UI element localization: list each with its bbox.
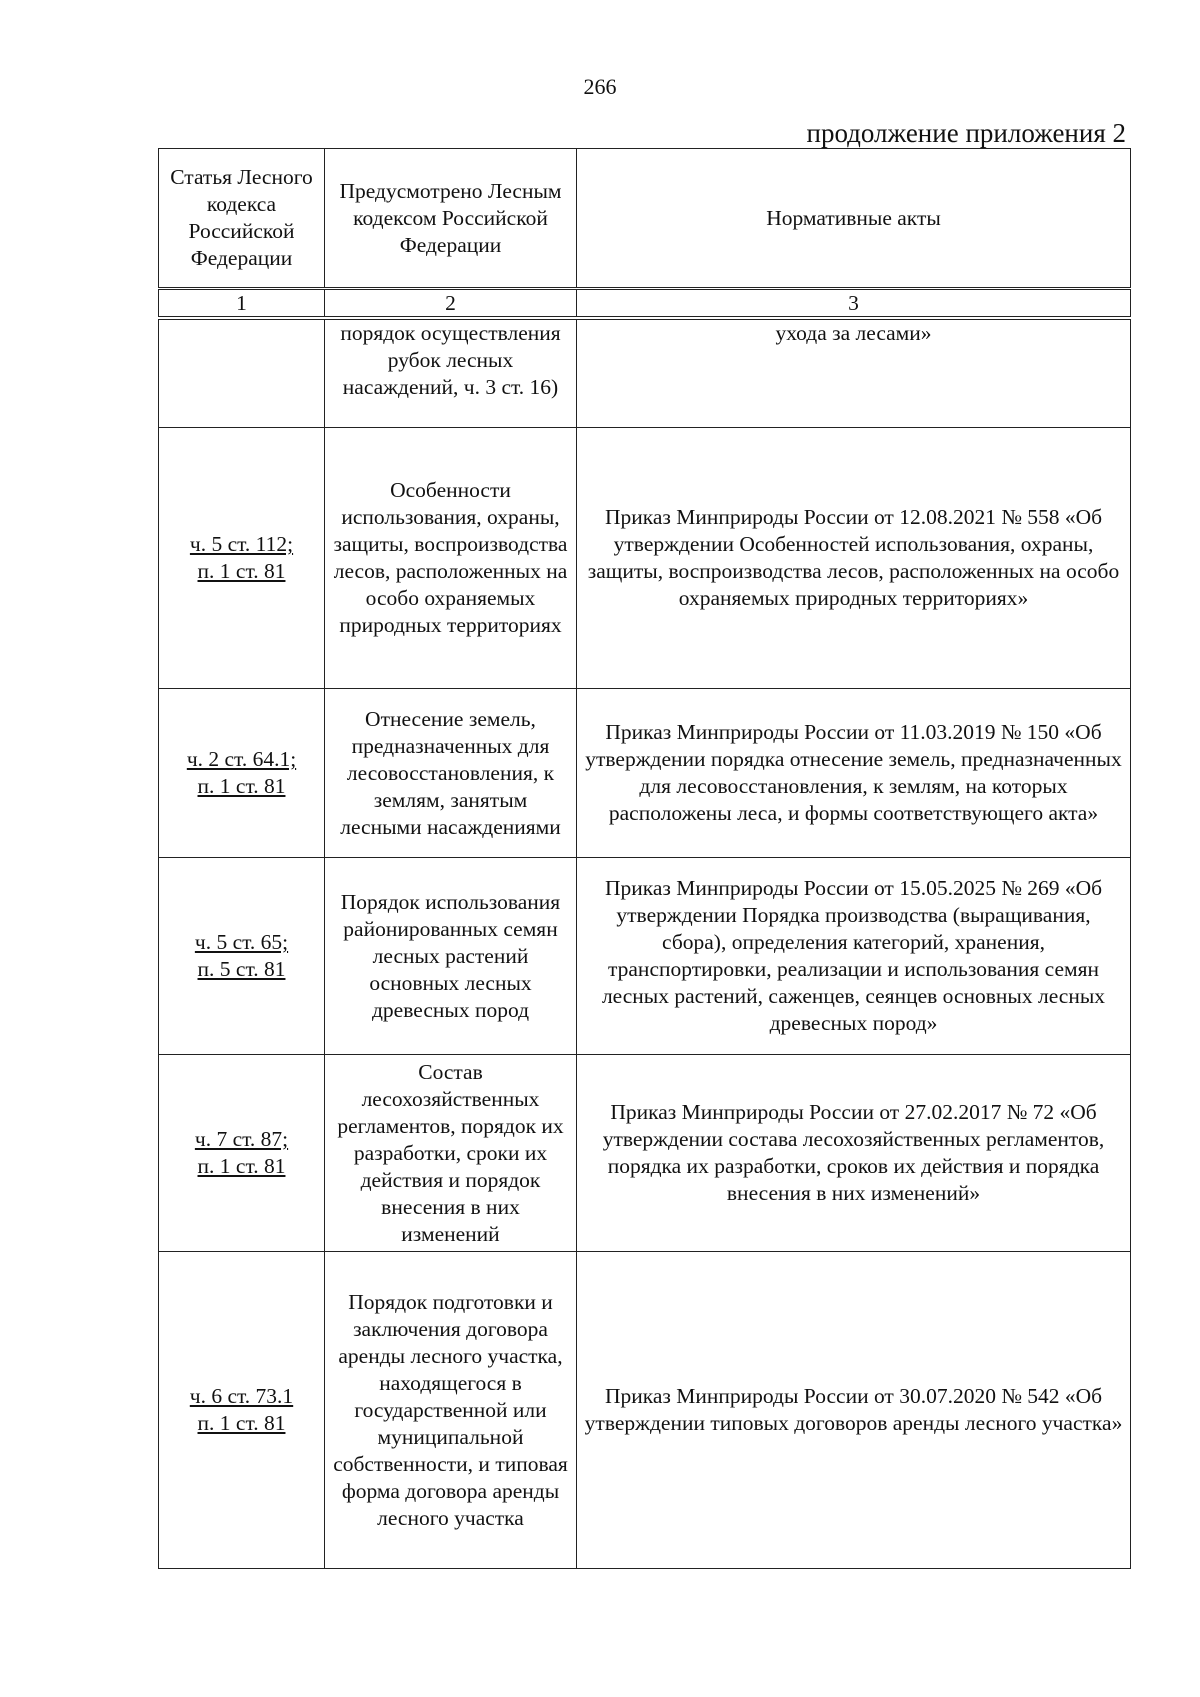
table-header-row	[159, 149, 1131, 289]
act-cell: Приказ Минприроды России от 11.03.2019 № 150 «Об утверждении порядка отнесение земель, предназначенных для лесовосстановления, к землям, на которых расположены леса, и формы соответствующего акта»	[577, 689, 1131, 858]
act-cell: ухода за лесами»	[577, 318, 1131, 428]
table-row	[159, 1055, 1131, 1252]
article-link[interactable]: ч. 5 ст. 112;	[189, 532, 294, 556]
article-link[interactable]: п. 1 ст. 81	[197, 774, 286, 798]
article-link[interactable]: п. 1 ст. 81	[197, 1154, 286, 1178]
annex-table	[158, 148, 1131, 1569]
provision-cell: Порядок использования районированных семян лесных растений основных лесных древесных пород	[325, 858, 577, 1055]
table-row	[159, 689, 1131, 858]
article-cell	[159, 1055, 325, 1252]
column-number-row	[159, 289, 1131, 319]
article-link[interactable]: ч. 6 ст. 73.1	[189, 1384, 294, 1408]
provision-cell: Особенности использования, охраны, защиты, воспроизводства лесов, расположенных на особо охраняемых природных территориях	[325, 428, 577, 689]
header-acts: Нормативные акты	[577, 149, 1131, 289]
provision-cell: Порядок подготовки и заключения договора аренды лесного участка, находящегося в государственной или муниципальной собственности, и типовая форма договора аренды лесного участка	[325, 1252, 577, 1569]
provision-cell: порядок осуществления рубок лесных насаждений, ч. 3 ст. 16)	[325, 318, 577, 428]
table-row	[159, 1252, 1131, 1569]
article-link[interactable]: ч. 2 ст. 64.1;	[186, 747, 297, 771]
table-row	[159, 428, 1131, 689]
article-link[interactable]: ч. 5 ст. 65;	[194, 930, 289, 954]
article-link[interactable]: ч. 7 ст. 87;	[194, 1127, 289, 1151]
column-number: 1	[159, 289, 325, 319]
table-row	[159, 858, 1131, 1055]
article-cell	[159, 858, 325, 1055]
article-link[interactable]: п. 5 ст. 81	[197, 957, 286, 981]
continuation-label: продолжение приложения 2	[806, 118, 1126, 148]
article-link[interactable]: п. 1 ст. 81	[197, 559, 286, 583]
article-cell	[159, 428, 325, 689]
article-cell	[159, 318, 325, 428]
column-number: 2	[325, 289, 577, 319]
provision-cell: Состав лесохозяйственных регламентов, порядок их разработки, сроки их действия и порядок внесения в них изменений	[325, 1055, 577, 1252]
article-cell	[159, 1252, 325, 1569]
article-link[interactable]: п. 1 ст. 81	[197, 1411, 286, 1435]
column-number: 3	[577, 289, 1131, 319]
act-cell: Приказ Минприроды России от 30.07.2020 № 542 «Об утверждении типовых договоров аренды лесного участка»	[577, 1252, 1131, 1569]
act-cell: Приказ Минприроды России от 12.08.2021 № 558 «Об утверждении Особенностей использования, охраны, защиты, воспроизводства лесов, расположенных на особо охраняемых природных территориях»	[577, 428, 1131, 689]
header-provision: Предусмотрено Лесным кодексом Российской Федерации	[325, 149, 577, 289]
page-number: 266	[583, 74, 617, 99]
act-cell: Приказ Минприроды России от 15.05.2025 № 269 «Об утверждении Порядка производства (выращивания, сбора), определения категорий, хранения, транспортировки, реализации и использования семян лесных растений, саженцев, сеянцев основных лесных древесных пород»	[577, 858, 1131, 1055]
article-cell	[159, 689, 325, 858]
header-article: Статья Лесного кодекса Российской Федерации	[159, 149, 325, 289]
provision-cell: Отнесение земель, предназначенных для лесовосстановления, к землям, занятым лесными насаждениями	[325, 689, 577, 858]
table-row	[159, 318, 1131, 428]
act-cell: Приказ Минприроды России от 27.02.2017 № 72 «Об утверждении состава лесохозяйственных регламентов, порядка их разработки, сроков их действия и порядка внесения в них изменений»	[577, 1055, 1131, 1252]
